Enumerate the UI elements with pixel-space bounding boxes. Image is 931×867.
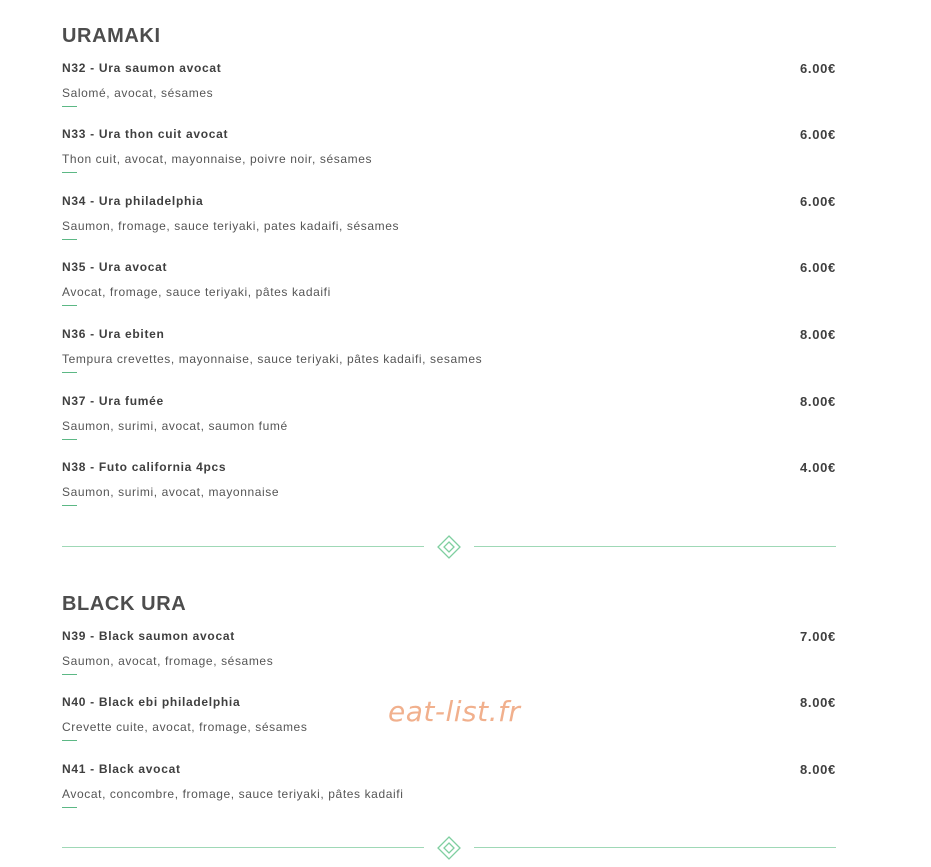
item-price: 7.00€	[799, 629, 836, 644]
menu-item	[62, 460, 836, 518]
diamond-ornament-icon	[437, 535, 461, 559]
section-title-uramaki: URAMAKI	[62, 25, 161, 47]
menu-item	[62, 127, 836, 185]
item-name: N36 - Ura ebiten	[62, 327, 165, 341]
watermark: eat-list.fr	[388, 695, 521, 728]
item-name: N32 - Ura saumon avocat	[62, 61, 222, 75]
item-description: Saumon, surimi, avocat, mayonnaise	[62, 485, 280, 499]
item-separator	[62, 372, 77, 373]
item-separator	[62, 439, 77, 440]
item-name: N39 - Black saumon avocat	[62, 629, 235, 643]
menu-item	[62, 260, 836, 318]
divider-line	[62, 847, 424, 848]
item-description: Tempura crevettes, mayonnaise, sauce teriyaki, pâtes kadaifi, sesames	[62, 352, 483, 366]
item-description: Crevette cuite, avocat, fromage, sésames	[62, 720, 308, 734]
item-price: 4.00€	[799, 460, 836, 475]
section-title-black-ura: BLACK URA	[62, 593, 187, 615]
item-separator	[62, 674, 77, 675]
item-separator	[62, 505, 77, 506]
diamond-ornament-icon	[437, 836, 461, 860]
item-price: 8.00€	[799, 695, 836, 710]
menu-item	[62, 61, 836, 119]
divider-line	[474, 847, 836, 848]
item-description: Saumon, surimi, avocat, saumon fumé	[62, 419, 288, 433]
item-name: N38 - Futo california 4pcs	[62, 460, 227, 474]
section-divider	[62, 535, 836, 559]
divider-line	[474, 546, 836, 547]
item-description: Saumon, fromage, sauce teriyaki, pates kadaifi, sésames	[62, 219, 400, 233]
item-separator	[62, 172, 77, 173]
item-name: N40 - Black ebi philadelphia	[62, 695, 241, 709]
item-description: Avocat, concombre, fromage, sauce teriyaki, pâtes kadaifi	[62, 787, 404, 801]
divider-line	[62, 546, 424, 547]
item-separator	[62, 807, 77, 808]
item-price: 8.00€	[799, 327, 836, 342]
item-separator	[62, 305, 77, 306]
item-name: N35 - Ura avocat	[62, 260, 168, 274]
item-price: 6.00€	[799, 127, 836, 142]
item-description: Salomé, avocat, sésames	[62, 86, 214, 100]
item-name: N34 - Ura philadelphia	[62, 194, 204, 208]
item-price: 6.00€	[799, 260, 836, 275]
item-name: N33 - Ura thon cuit avocat	[62, 127, 229, 141]
item-name: N37 - Ura fumée	[62, 394, 164, 408]
item-separator	[62, 740, 77, 741]
item-separator	[62, 239, 77, 240]
item-description: Saumon, avocat, fromage, sésames	[62, 654, 274, 668]
menu-item	[62, 194, 836, 252]
menu-item	[62, 327, 836, 385]
menu-item	[62, 629, 836, 687]
item-price: 8.00€	[799, 762, 836, 777]
item-description: Thon cuit, avocat, mayonnaise, poivre noir, sésames	[62, 152, 373, 166]
menu-item	[62, 394, 836, 452]
item-name: N41 - Black avocat	[62, 762, 181, 776]
section-divider	[62, 836, 836, 860]
item-price: 6.00€	[799, 61, 836, 76]
item-price: 6.00€	[799, 194, 836, 209]
item-description: Avocat, fromage, sauce teriyaki, pâtes kadaifi	[62, 285, 331, 299]
menu-item	[62, 762, 836, 820]
item-price: 8.00€	[799, 394, 836, 409]
item-separator	[62, 106, 77, 107]
